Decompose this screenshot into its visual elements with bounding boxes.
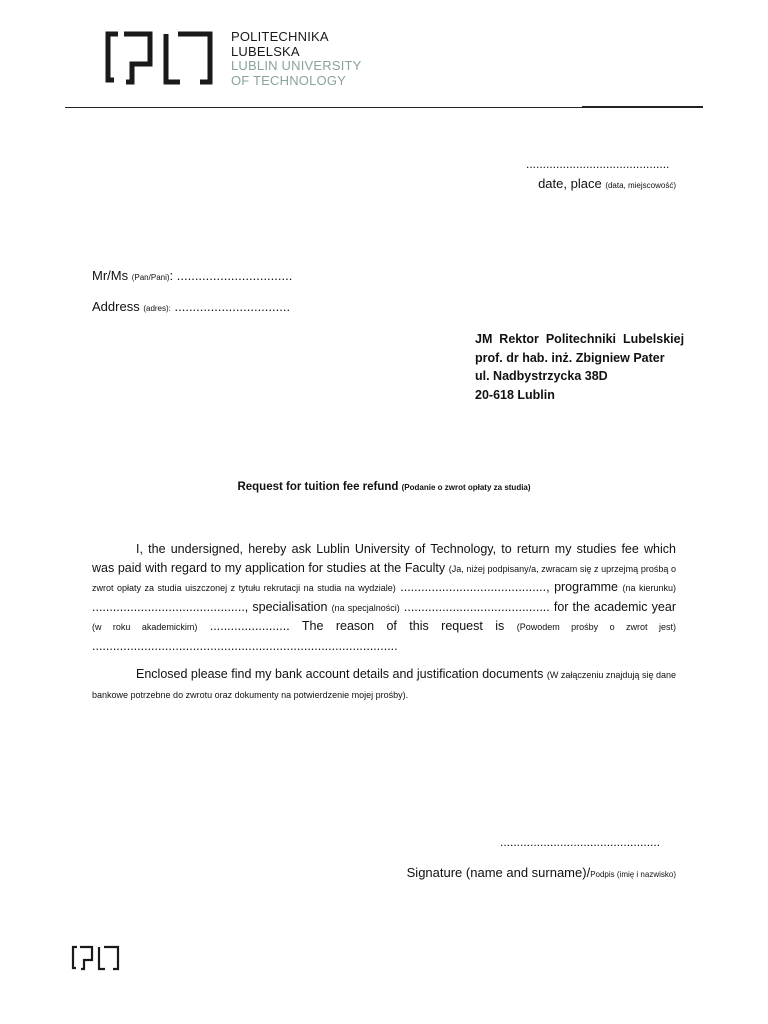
body-text: I, the undersigned, hereby ask Lublin University of Technology, to return my studies fee which was paid with regard to my application for studies at the Faculty xyxy=(92,542,676,575)
specialisation-field[interactable]: .......................................... for the academic year xyxy=(399,599,676,614)
recipient-block xyxy=(475,330,684,404)
body-text-pl: (na specjalności) xyxy=(331,602,400,613)
logo-line-1: POLITECHNIKA xyxy=(231,29,329,44)
body-text-pl: (Ja, niżej podpisany/a, zwracam się z uprzejmą prośbą o zwrot opłaty za studia uiszczonej z tytułu rekrutacji na studia na wydziale) xyxy=(92,563,676,594)
signature-label-en: Signature (name and surname)/ xyxy=(406,865,591,880)
signature-label xyxy=(407,865,676,880)
date-place-label xyxy=(538,176,676,191)
recipient-line: prof. dr hab. inż. Zbigniew Pater xyxy=(475,350,665,365)
politechnika-lubelska-logo-mark-icon xyxy=(104,30,216,86)
politechnika-lubelska-footer-mark-icon xyxy=(71,945,121,971)
request-title-en: Request for tuition fee refund xyxy=(237,481,399,493)
body-text-pl: (W załączeniu znajdują się dane bankowe potrzebne do zwrotu oraz dokumenty na potwierdzenie mojej prośby). xyxy=(92,670,676,700)
body-text-pl: (na kierunku) xyxy=(622,583,677,594)
recipient-line: 20-618 Lublin xyxy=(475,387,555,402)
sender-name-line xyxy=(92,268,292,283)
name-label: Mr/Ms xyxy=(92,268,129,283)
signature-label-pl: Podpis (imię i nazwisko) xyxy=(590,870,676,879)
body-text: Enclosed please find my bank account details and justification documents xyxy=(136,667,547,681)
body-text-pl: (w roku akademickim) xyxy=(92,622,198,633)
logo-line-3: LUBLIN UNIVERSITY xyxy=(231,58,362,73)
request-paragraph xyxy=(92,540,676,656)
address-field[interactable]: ................................ xyxy=(170,299,291,314)
request-title-pl: (Podanie o zwrot opłaty za studia) xyxy=(401,483,531,492)
date-label-en: date, place xyxy=(538,176,602,191)
reason-field[interactable]: ........................................................................................ xyxy=(92,638,398,653)
date-label-pl: (data, miejscowość) xyxy=(605,181,676,190)
date-place-field[interactable]: ........................................... xyxy=(526,157,670,171)
logo-line-2: LUBELSKA xyxy=(231,43,300,59)
enclosure-paragraph xyxy=(92,665,676,704)
request-title xyxy=(0,481,768,493)
faculty-field[interactable]: .........................................., programme xyxy=(395,580,623,595)
name-label-pl: (Pan/Pani) xyxy=(131,273,170,282)
recipient-line: JM Rektor Politechniki Lubelskiej xyxy=(475,332,685,346)
logo-line-4: OF TECHNOLOGY xyxy=(231,72,347,88)
header-divider-accent xyxy=(582,106,703,108)
logo-wordmark xyxy=(231,30,362,88)
sender-address-line xyxy=(92,299,290,314)
address-label-pl: (adres): xyxy=(143,304,171,313)
signature-field[interactable]: ................................................ xyxy=(500,835,661,849)
body-text-pl: (Powodem prośby o zwrot jest) xyxy=(516,622,676,633)
programme-field[interactable]: ............................................, specialisation xyxy=(92,599,332,614)
recipient-line: ul. Nadbystrzycka 38D xyxy=(475,369,608,383)
address-label: Address xyxy=(92,299,140,314)
academic-year-field[interactable]: ....................... The reason of this request is xyxy=(197,619,517,634)
name-field[interactable]: : ................................ xyxy=(169,268,293,283)
